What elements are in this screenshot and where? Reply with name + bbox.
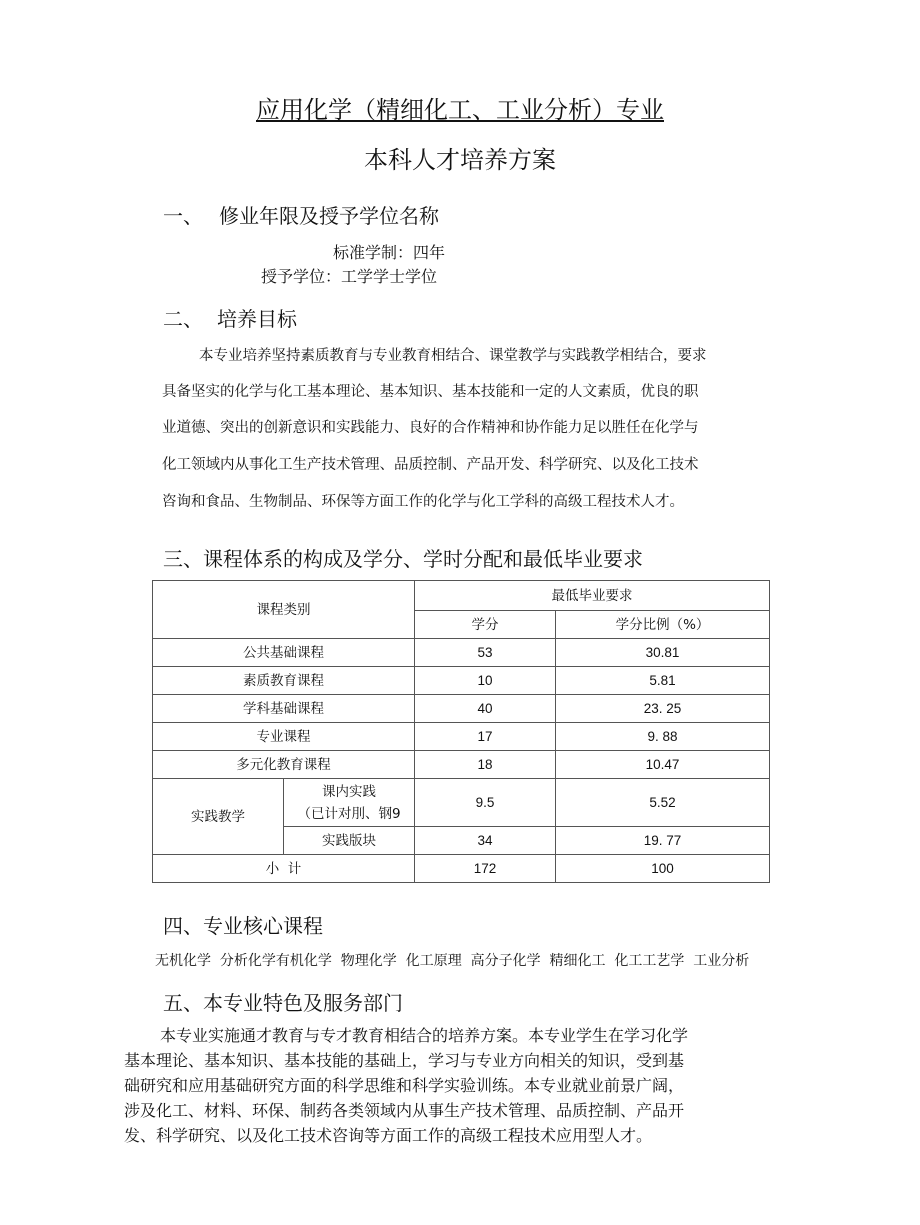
sec3-heading: 三、课程体系的构成及学分、学时分配和最低毕业要求 — [163, 547, 643, 571]
title-line2: 本科人才培养方案 — [364, 146, 556, 174]
table-row: 专业课程 17 9. 88 — [153, 723, 770, 751]
sec5-line: 涉及化工、材料、环保、制药各类领域内从事生产技术管理、品质控制、产品开 — [124, 1101, 685, 1120]
table-row: 小 计 172 100 — [153, 855, 770, 883]
sec2-line: 业道德、突出的创新意识和实践能力、良好的合作精神和协作能力足以胜任在化学与 — [162, 420, 699, 436]
duration: 标准学制：四年 — [333, 243, 446, 262]
sec1-num: 一、 — [163, 204, 203, 228]
core-courses: 无机化学 分析化学有机化学 物理化学 化工原理 高分子化学 精细化工 化工工艺学 工业分析 — [155, 953, 750, 969]
table-row: 公共基础课程 53 30.81 — [153, 639, 770, 667]
sec5-line: 基本理论、基本知识、基本技能的基础上，学习与专业方向相关的知识，受到基 — [124, 1051, 685, 1070]
sec2-line: 本专业培养坚持素质教育与专业教育相结合、课堂教学与实践教学相结合，要求 — [199, 348, 707, 364]
table-row: 实践教学 课内实践 （已计对刖、钢9 9.5 5.52 — [153, 779, 770, 827]
sec2-num: 二、 — [163, 307, 203, 331]
sec1-heading: 修业年限及授予学位名称 — [219, 204, 439, 228]
h-ratio: 学分比例（%） — [556, 611, 770, 639]
title-line1: 应用化学（精细化工、工业分析）专业 — [256, 96, 664, 124]
h-min: 最低毕业要求 — [415, 581, 770, 611]
degree: 授予学位：工学学士学位 — [261, 267, 438, 286]
table-row: 实践版块 34 19. 77 — [153, 827, 770, 855]
sec4-heading: 四、专业核心课程 — [163, 914, 323, 938]
h-credit: 学分 — [415, 611, 556, 639]
table-row: 素质教育课程 10 5.81 — [153, 667, 770, 695]
sec5-line: 发、科学研究、以及化工技术咨询等方面工作的高级工程技术应用型人才。 — [124, 1126, 653, 1145]
sec2-heading: 培养目标 — [217, 307, 297, 331]
sec2-line: 化工领域内从事化工生产技术管理、品质控制、产品开发、科学研究、以及化工技术 — [162, 457, 699, 473]
sec5-line: 本专业实施通才教育与专才教育相结合的培养方案。本专业学生在学习化学 — [160, 1026, 689, 1045]
sec5-line: 础研究和应用基础研究方面的科学思维和科学实验训练。本专业就业前景广阔， — [124, 1076, 685, 1095]
h-category: 课程类别 — [153, 581, 415, 639]
credit-table — [152, 580, 770, 883]
table-row: 多元化教育课程 18 10.47 — [153, 751, 770, 779]
sec2-line: 具备坚实的化学与化工基本理论、基本知识、基本技能和一定的人文素质，优良的职 — [162, 384, 699, 400]
table-row: 学科基础课程 40 23. 25 — [153, 695, 770, 723]
sec5-heading: 五、本专业特色及服务部门 — [163, 991, 403, 1015]
sec2-line: 咨询和食品、生物制品、环保等方面工作的化学与化工学科的高级工程技术人才。 — [162, 494, 684, 510]
